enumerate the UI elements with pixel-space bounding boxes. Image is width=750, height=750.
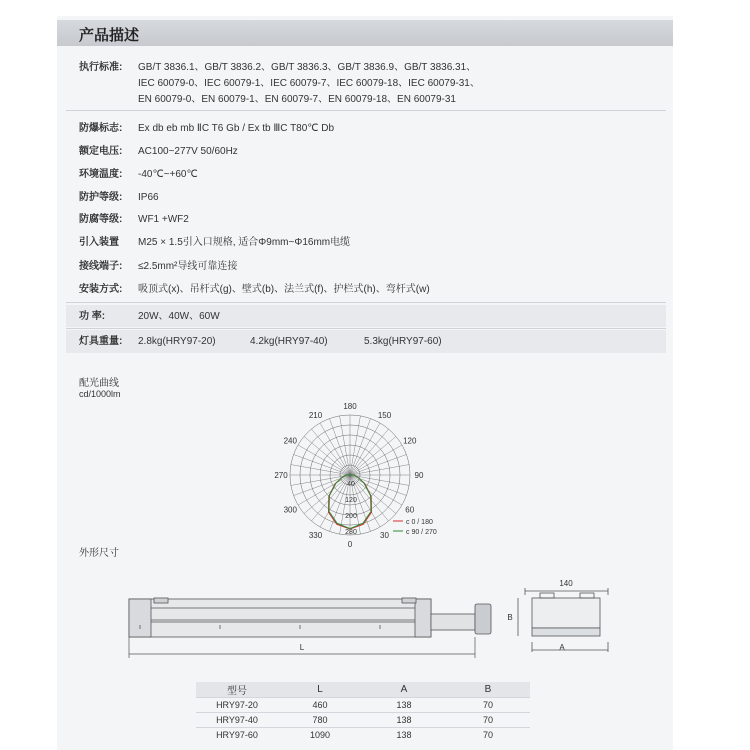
polar-radial-label: 280	[345, 529, 357, 536]
polar-radial-label: 120	[345, 497, 357, 504]
table-cell: HRY97-40	[216, 715, 258, 725]
spec-value: 20W、40W、60W	[138, 311, 220, 322]
polar-angle-label: 60	[405, 505, 415, 515]
polar-angle-label: 90	[414, 471, 424, 480]
spec-standard-line: IEC 60079-0、IEC 60079-1、IEC 60079-7、IEC 60079-18、IEC 60079-31、	[138, 78, 480, 89]
spec-label: 灯具重量:	[79, 336, 123, 347]
polar-radial-label: 200	[345, 513, 357, 520]
table-cell: 1090	[309, 730, 331, 740]
table-header-row	[196, 682, 530, 698]
spec-value: IP66	[138, 192, 159, 203]
table-cell: 138	[396, 715, 412, 725]
table-cell: 780	[312, 715, 328, 725]
table-header: A	[400, 684, 408, 695]
table-cell: HRY97-60	[216, 730, 258, 740]
spec-value: 吸顶式(x)、吊杆式(g)、壁式(b)、法兰式(f)、护栏式(h)、弯杆式(w)	[138, 284, 430, 295]
dimension-drawing	[100, 570, 720, 680]
dimension-table	[196, 682, 530, 742]
spec-value: WF1 +WF2	[138, 214, 189, 225]
light-curve-title: 配光曲线	[79, 378, 119, 389]
legend-label: c 0 / 180	[406, 519, 433, 526]
polar-angle-label: 150	[377, 411, 392, 421]
divider	[66, 328, 666, 329]
front-view	[129, 598, 491, 637]
spec-standard	[79, 60, 639, 106]
spec-value: M25 × 1.5引入口规格, 适合Φ9mm~Φ16mm电缆	[138, 237, 351, 248]
spec-standard-line: GB/T 3836.1、GB/T 3836.2、GB/T 3836.3、GB/T 3836.9、GB/T 3836.31、	[138, 62, 477, 73]
spec-label: 防爆标志:	[79, 123, 123, 134]
spec-label: 功 率:	[79, 311, 106, 322]
polar-angle-label: 180	[343, 402, 357, 411]
spec-label: 环境温度:	[79, 169, 123, 180]
page-title: 产品描述	[79, 27, 140, 44]
length-label: L	[299, 643, 305, 652]
spec-standard-line: EN 60079-0、EN 60079-1、EN 60079-7、EN 60079-18、EN 60079-31	[138, 94, 456, 105]
table-cell: HRY97-20	[216, 700, 258, 710]
table-header: B	[484, 684, 492, 695]
table-cell: 70	[482, 700, 493, 710]
spec-value: ≤2.5mm²导线可靠连接	[138, 261, 238, 272]
table-row	[196, 698, 530, 713]
spec-value: -40℃~+60℃	[138, 169, 198, 180]
spec-label: 执行标准:	[79, 62, 123, 73]
polar-angle-label: 270	[274, 471, 288, 480]
spec-label: 引入装置	[79, 237, 119, 248]
table-header: L	[317, 684, 323, 695]
polar-angle-label: 120	[403, 436, 417, 446]
divider	[66, 302, 666, 303]
side-b-label: B	[507, 613, 513, 622]
spec-weight-value: 2.8kg(HRY97-20)	[138, 336, 216, 347]
spec-label: 安装方式:	[79, 284, 123, 295]
legend-label: c 90 / 270	[406, 529, 437, 536]
table-row	[196, 728, 530, 743]
spec-weight-value: 4.2kg(HRY97-40)	[250, 336, 328, 347]
divider	[66, 110, 666, 111]
table-cell: 138	[396, 730, 412, 740]
polar-angle-label: 300	[283, 505, 297, 515]
spec-weight-value: 5.3kg(HRY97-60)	[364, 336, 442, 347]
spec-label: 防腐等级:	[79, 214, 123, 225]
polar-angle-label: 210	[308, 411, 323, 421]
section-header	[57, 20, 673, 46]
side-width-label: 140	[559, 579, 573, 588]
polar-angle-label: 240	[283, 436, 297, 446]
polar-radial-label: 40	[347, 481, 355, 488]
light-curve-unit: cd/1000lm	[79, 389, 121, 399]
table-cell: 138	[396, 700, 412, 710]
table-cell: 70	[482, 715, 493, 725]
table-row	[196, 713, 530, 728]
table-cell: 70	[482, 730, 493, 740]
polar-angle-label: 30	[380, 530, 389, 540]
table-header: 型号	[227, 686, 247, 697]
polar-angle-label: 0	[347, 540, 353, 549]
dimensions-title: 外形尺寸	[79, 548, 119, 559]
spec-label: 防护等级:	[79, 192, 123, 203]
side-a-label: A	[559, 643, 565, 652]
spec-value: AC100~277V 50/60Hz	[138, 146, 238, 157]
polar-chart	[265, 402, 465, 552]
spec-label: 额定电压:	[79, 146, 123, 157]
table-cell: 460	[312, 700, 328, 710]
spec-value: Ex db eb mb ⅡC T6 Gb / Ex tb ⅢC T80℃ Db	[138, 123, 335, 134]
polar-angle-label: 330	[308, 530, 323, 540]
spec-label: 接线端子:	[79, 261, 123, 272]
